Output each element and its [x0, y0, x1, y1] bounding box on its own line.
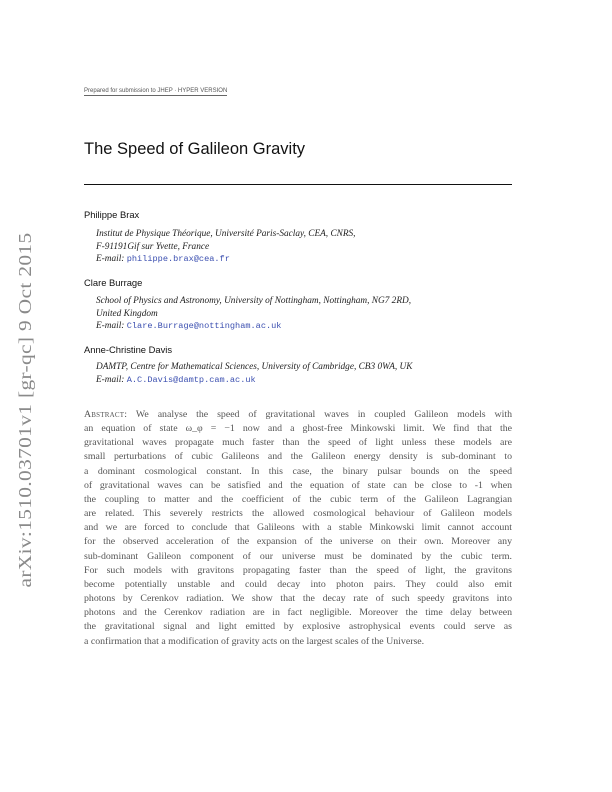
- email-line: [96, 374, 516, 387]
- arxiv-stamp-text: arXiv:1510.03701v1 [gr-qc] 9 Oct 2015: [15, 288, 35, 588]
- abstract-heading: Abstract:: [84, 409, 128, 420]
- abstract-line: [84, 408, 512, 422]
- abstract-line: are related. This severely restricts the allowed cosmological behaviour of Galileon models: [84, 508, 512, 520]
- preprint-note: Prepared for submission to JHEP · HYPER VERSION: [84, 88, 228, 94]
- email-label: E-mail:: [96, 254, 125, 265]
- author-name: Clare Burrage: [84, 277, 143, 288]
- abstract-line: sub-dominant Galileon component of our universe must be dominated by the cubic term.: [84, 550, 512, 562]
- affiliation-line: School of Physics and Astronomy, University of Nottingham, Nottingham, NG7 2RD,: [96, 296, 412, 306]
- abstract-line: gravitational waves propagate much faster than the speed of light unless these models are: [84, 437, 512, 449]
- author-affiliation: [96, 228, 516, 266]
- email-link[interactable]: philippe.brax@cea.fr: [126, 254, 230, 265]
- arxiv-sidebar-stamp: [3, 230, 47, 590]
- abstract-line: a dominant cosmological constant. In this case, the binary pulsar bounds on the speed: [84, 465, 512, 477]
- abstract-line: for the observed acceleration of the expansion of the universe on their own. Moreover any: [84, 536, 512, 548]
- email-link[interactable]: Clare.Burrage@nottingham.ac.uk: [126, 321, 282, 332]
- author-name: Philippe Brax: [84, 209, 140, 220]
- author-affiliation: [96, 295, 516, 333]
- affiliation-line: DAMTP, Centre for Mathematical Sciences, University of Cambridge, CB3 0WA, UK: [96, 362, 413, 372]
- abstract-line: the coupling to matter and the coefficient of the cubic term of the Galileon Lagrangian: [84, 493, 512, 505]
- abstract: [84, 408, 512, 649]
- abstract-line: and we are forced to conclude that Galileons with a stable Minkowski limit cannot account: [84, 522, 512, 534]
- abstract-line: an equation of state ω_φ = −1 now and a ghost-free Minkowski limit. We find that the: [84, 423, 512, 435]
- abstract-line: become potentially unstable and could decay into photon pairs. They could also emit: [84, 578, 512, 590]
- affiliation-line: United Kingdom: [96, 308, 158, 319]
- paper-title: The Speed of Galileon Gravity: [84, 140, 306, 158]
- email-line: [96, 253, 516, 266]
- abstract-text: We analyse the speed of gravitational waves in coupled Galileon models with: [135, 409, 512, 420]
- abstract-line: a confirmation that a modification of gravity acts on the largest scales of the Universe.: [84, 635, 425, 647]
- affiliation-line: F-91191Gif sur Yvette, France: [96, 241, 210, 252]
- abstract-line: the gravitational signal and light emitted by explosive astrophysical events could serve as: [84, 621, 512, 633]
- abstract-line: of gravitational waves can be satisfied and the equation of state can be close to -1 when: [84, 479, 512, 491]
- abstract-line: photons and the Cerenkov radiation are in fact negligible. Moreover the time delay between: [84, 607, 512, 619]
- email-label: E-mail:: [96, 374, 125, 385]
- abstract-line: photons by Cerenkov radiation. We show that the decay rate of such speedy gravitons into: [84, 593, 512, 605]
- email-label: E-mail:: [96, 321, 125, 332]
- author-affiliation: [96, 361, 516, 386]
- arxiv-stamp-svg: [3, 230, 47, 590]
- email-link[interactable]: A.C.Davis@damtp.cam.ac.uk: [126, 374, 256, 385]
- abstract-line: For such models with gravitons propagating faster than the speed of light, the gravitons: [84, 564, 512, 576]
- author-name: Anne-Christine Davis: [84, 344, 173, 355]
- email-line: [96, 320, 516, 333]
- affiliation-line: Institut de Physique Théorique, Université Paris-Saclay, CEA, CNRS,: [96, 229, 356, 239]
- title-rule: [84, 184, 512, 185]
- abstract-line: small perturbations of cubic Galileons and the Galileon energy density is sub-dominant to: [84, 451, 512, 463]
